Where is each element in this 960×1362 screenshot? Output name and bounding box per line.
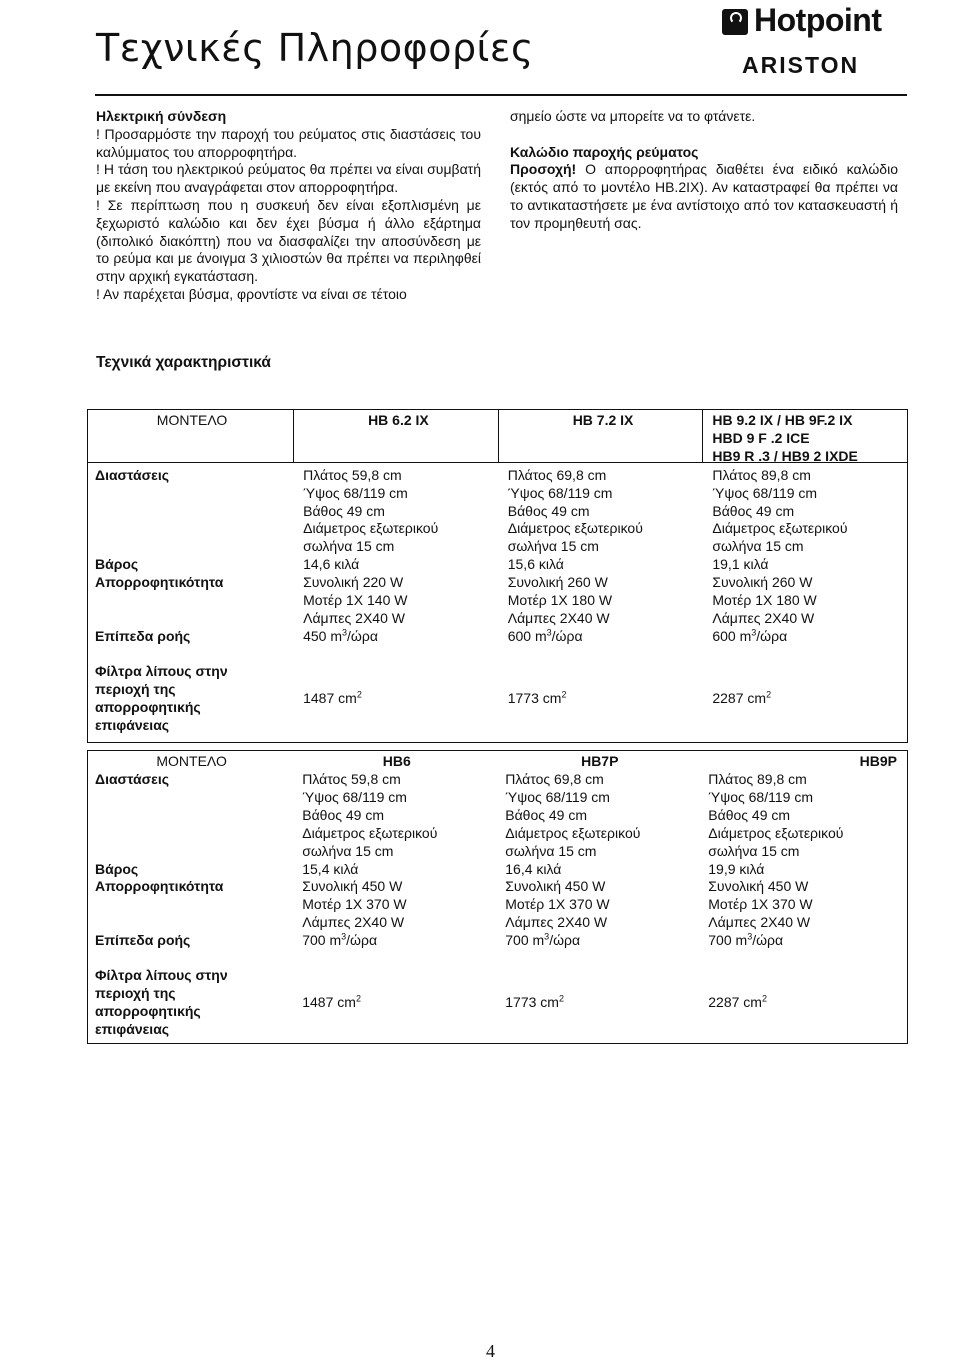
cell-value: 15,6 κιλά xyxy=(507,556,564,573)
table-cell xyxy=(498,628,703,663)
unit-tail: /ώρα xyxy=(347,627,378,644)
model-name: HB 7.2 IX xyxy=(572,412,634,428)
page-number: 4 xyxy=(486,1341,495,1361)
table-cell xyxy=(293,663,498,735)
cell-line: Διάμετρος εξωτερικού xyxy=(303,520,439,537)
table-cell xyxy=(87,556,293,574)
model-name: HB 9.2 IX / HB 9F.2 IX xyxy=(712,412,853,428)
row-label: Διαστάσεις xyxy=(95,466,169,483)
cell-line: Βάθος 49 cm xyxy=(507,502,590,519)
cell-line: Βάθος 49 cm xyxy=(708,806,791,823)
cell-value: 2287 cm xyxy=(708,994,762,1011)
page-title: Τεχνικές Πληροφορίες xyxy=(96,26,534,70)
cell-line: Μοτέρ 1X 370 W xyxy=(302,896,407,913)
cell-line: Ύψος 68/119 cm xyxy=(712,484,818,501)
table-cell xyxy=(293,628,498,663)
cell-value: 19,1 κιλά xyxy=(712,556,769,573)
cell-line: Συνολική 450 W xyxy=(302,878,403,895)
warning-label: Προσοχή! xyxy=(510,161,577,178)
cell-line: Μοτέρ 1X 140 W xyxy=(303,592,408,609)
table-cell xyxy=(293,410,498,466)
table-cell xyxy=(87,771,292,861)
table-cell xyxy=(698,878,907,932)
table-cell xyxy=(495,967,698,1039)
power-cable-heading: Καλώδιο παροχής ρεύματος xyxy=(510,143,699,160)
table-row xyxy=(87,466,907,557)
cell-value: 700 m xyxy=(708,932,748,949)
row-label: Βάρος xyxy=(95,860,139,877)
unit-superscript: 3 xyxy=(751,627,757,638)
model-name: HB7P xyxy=(581,753,619,769)
table-cell xyxy=(702,556,907,574)
unit-superscript: 2 xyxy=(561,689,567,700)
cell-value: 450 m xyxy=(303,627,343,644)
table-cell xyxy=(87,628,293,663)
table-cell xyxy=(292,967,495,1039)
table-cell xyxy=(702,466,907,557)
model-name: HBD 9 F .2 ICE xyxy=(712,429,810,446)
cell-line: Ύψος 68/119 cm xyxy=(303,484,408,501)
cell-value: 600 m xyxy=(507,627,547,644)
table-row xyxy=(87,878,907,932)
table-cell xyxy=(698,932,907,967)
cell-line: σωλήνα 15 cm xyxy=(712,538,804,555)
table-cell xyxy=(87,878,292,932)
table-cell xyxy=(698,967,907,1039)
table-cell xyxy=(293,556,498,574)
cell-value: 1773 cm xyxy=(505,994,559,1011)
header-rule xyxy=(95,94,907,96)
hotpoint-mark-icon xyxy=(722,9,748,35)
power-cable-section xyxy=(510,108,898,233)
table-cell xyxy=(87,410,293,466)
unit-superscript: 2 xyxy=(558,993,564,1004)
brand-logo xyxy=(722,2,890,80)
cell-line: Διάμετρος εξωτερικού xyxy=(302,824,438,841)
row-label: Επίπεδα ροής xyxy=(95,932,191,949)
table-cell xyxy=(292,861,495,879)
table-row xyxy=(87,753,907,771)
table-cell xyxy=(87,466,293,557)
table-cell xyxy=(698,753,907,771)
table-cell xyxy=(87,753,292,771)
row-label: Φίλτρα λίπους στην xyxy=(95,967,228,984)
cell-line: σωλήνα 15 cm xyxy=(303,538,395,555)
cell-value: 700 m xyxy=(505,932,545,949)
cell-line: Συνολική 260 W xyxy=(507,574,608,591)
table-cell xyxy=(293,466,498,557)
cell-line: Διάμετρος εξωτερικού xyxy=(712,520,848,537)
cell-line: Λάμπες 2X40 W xyxy=(505,914,608,931)
table-cell xyxy=(498,663,703,735)
unit-tail: /ώρα xyxy=(551,627,583,644)
cell-value: 15,4 κιλά xyxy=(302,860,359,877)
model-name: HB9P xyxy=(859,753,897,769)
cell-line: Βάθος 49 cm xyxy=(303,502,385,519)
table-cell xyxy=(498,466,703,557)
paragraph: ! Προσαρμόστε την παροχή του ρεύματος στις διαστάσεις του καλύμματος του απορροφητήρα. xyxy=(96,125,481,160)
cell-value: 16,4 κιλά xyxy=(505,860,562,877)
cell-line: Πλάτος 89,8 cm xyxy=(712,466,811,483)
row-label: Διαστάσεις xyxy=(95,771,169,787)
row-label: περιοχή της xyxy=(95,680,176,697)
cell-value: 1487 cm xyxy=(303,689,357,706)
row-label: επιφάνειας xyxy=(95,716,170,733)
table-cell xyxy=(702,574,907,628)
warning-text: Ο απορροφητήρας διαθέτει ένα ειδικό καλώδιο (εκτός από το μοντέλο HB.2IX). Αν καταστραφεί θα πρέπει να το αντικαταστήσετε με ένα αντίστοιχο από τον κατασκευαστή ή τον προμηθευτή σας. xyxy=(510,161,898,231)
cell-value: 1487 cm xyxy=(302,994,356,1011)
unit-superscript: 3 xyxy=(341,931,347,942)
cell-value: 19,9 κιλά xyxy=(708,860,765,877)
table-cell xyxy=(495,753,698,771)
cell-line: Λάμπες 2X40 W xyxy=(507,609,610,626)
table-row xyxy=(87,556,907,574)
cell-line: Λάμπες 2X40 W xyxy=(712,609,815,626)
cell-line: Πλάτος 59,8 cm xyxy=(303,466,402,483)
cell-value: 2287 cm xyxy=(712,689,767,706)
table-cell xyxy=(498,556,703,574)
warning-paragraph xyxy=(510,161,898,232)
cell-line: Μοτέρ 1X 180 W xyxy=(712,592,817,609)
specs-section-title: Τεχνικά χαρακτηριστικά xyxy=(96,354,271,371)
electrical-connection-section xyxy=(96,108,481,304)
unit-superscript: 2 xyxy=(356,689,362,700)
table-cell xyxy=(292,771,495,861)
cell-line: Βάθος 49 cm xyxy=(302,806,384,823)
cell-line: Πλάτος 69,8 cm xyxy=(507,466,607,483)
model-name: HB9 R .3 / HB9 2 IXDE xyxy=(712,447,858,464)
cell-line: Μοτέρ 1X 180 W xyxy=(507,592,613,609)
cell-line: Συνολική 450 W xyxy=(505,878,606,895)
cell-line: Ύψος 68/119 cm xyxy=(708,788,813,805)
table-row xyxy=(87,663,907,735)
paragraph: ! Αν παρέχεται βύσμα, φροντίστε να είναι σε τέτοιο xyxy=(96,285,407,302)
cell-line: σωλήνα 15 cm xyxy=(507,538,599,555)
cell-line: Διάμετρος εξωτερικού xyxy=(505,824,641,841)
cell-line: Λάμπες 2X40 W xyxy=(303,609,405,626)
electrical-connection-heading: Ηλεκτρική σύνδεση xyxy=(96,108,227,124)
cell-line: σωλήνα 15 cm xyxy=(505,842,597,859)
spec-table-2 xyxy=(87,753,907,1039)
paragraph: σημείο ώστε να μπορείτε να το φτάνετε. xyxy=(510,108,756,124)
table-cell xyxy=(495,878,698,932)
cell-line: Βάθος 49 cm xyxy=(505,806,588,823)
table-cell xyxy=(87,967,292,1039)
cell-line: Ύψος 68/119 cm xyxy=(507,484,613,501)
cell-line: Ύψος 68/119 cm xyxy=(302,788,407,805)
model-name: HB6 xyxy=(382,753,411,769)
table-cell xyxy=(293,574,498,628)
table-cell xyxy=(292,932,495,967)
unit-superscript: 3 xyxy=(544,931,550,942)
spec-table-1 xyxy=(87,410,907,735)
row-label: Απορροφητικότητα xyxy=(95,574,224,591)
table-row xyxy=(87,967,907,1039)
cell-value: 700 m xyxy=(302,932,342,949)
table-cell xyxy=(87,861,292,879)
unit-superscript: 2 xyxy=(761,993,767,1004)
cell-value: 1773 cm xyxy=(507,689,562,706)
model-label: ΜΟΝΤΕΛΟ xyxy=(156,753,227,769)
unit-tail: /ώρα xyxy=(756,627,788,644)
cell-line: Συνολική 260 W xyxy=(712,574,813,591)
row-label: απορροφητικής xyxy=(95,1002,201,1019)
cell-value: 600 m xyxy=(712,627,752,644)
unit-superscript: 3 xyxy=(342,627,348,638)
table-row xyxy=(87,410,907,466)
cell-line: Διάμετρος εξωτερικού xyxy=(507,520,643,537)
cell-line: σωλήνα 15 cm xyxy=(708,842,800,859)
row-label: περιοχή της xyxy=(95,985,176,1002)
brand-name-top: Hotpoint xyxy=(754,2,882,38)
unit-tail: /ώρα xyxy=(346,932,378,949)
cell-line: Λάμπες 2X40 W xyxy=(302,914,405,931)
cell-line: Συνολική 450 W xyxy=(708,878,809,895)
table-cell xyxy=(495,771,698,861)
table-row xyxy=(87,932,907,967)
paragraph: ! Σε περίπτωση που η συσκευή δεν είναι εξοπλισμένη με ξεχωριστό καλώδιο και δεν έχει βύσμα ή άλλο εξάρτημα (διπολικό διακόπτη) που να διασφαλίζει την αποσύνδεση με το ρεύμα και με άνοιγμα 3 χιλιοστών θα πρέπει να περιληφθεί στην αρχική εγκατάσταση. xyxy=(96,196,481,285)
unit-superscript: 2 xyxy=(766,689,772,700)
brand-name-bottom: ARISTON xyxy=(742,52,860,78)
row-label: Απορροφητικότητα xyxy=(95,878,224,895)
table-cell xyxy=(87,574,293,628)
cell-line: Διάμετρος εξωτερικού xyxy=(708,824,844,841)
table-cell xyxy=(698,861,907,879)
unit-superscript: 3 xyxy=(546,627,552,638)
cell-line: Βάθος 49 cm xyxy=(712,502,795,519)
cell-line: Ύψος 68/119 cm xyxy=(505,788,610,805)
table-cell xyxy=(87,663,293,735)
table-cell xyxy=(292,753,495,771)
table-cell xyxy=(292,878,495,932)
cell-value: 14,6 κιλά xyxy=(303,556,360,573)
cell-line: Πλάτος 89,8 cm xyxy=(708,771,807,787)
table-cell xyxy=(495,861,698,879)
row-label: Επίπεδα ροής xyxy=(95,627,191,644)
model-label: ΜΟΝΤΕΛΟ xyxy=(156,412,228,428)
table-cell xyxy=(702,628,907,663)
unit-superscript: 2 xyxy=(355,993,361,1004)
row-label: απορροφητικής xyxy=(95,698,201,715)
cell-line: Μοτέρ 1X 370 W xyxy=(708,896,813,913)
row-label: Βάρος xyxy=(95,556,139,573)
cell-line: Μοτέρ 1X 370 W xyxy=(505,896,610,913)
row-label: επιφάνειας xyxy=(95,1020,170,1037)
cell-line: Πλάτος 69,8 cm xyxy=(505,771,604,787)
cell-line: Λάμπες 2X40 W xyxy=(708,914,811,931)
paragraph: ! Η τάση του ηλεκτρικού ρεύματος θα πρέπει να είναι συμβατή με εκείνη που αναγράφεται στον απορροφητήρα. xyxy=(96,161,481,196)
table-cell xyxy=(87,932,292,967)
table-cell xyxy=(698,771,907,861)
model-name: HB 6.2 IX xyxy=(368,412,429,428)
table-row xyxy=(87,861,907,879)
unit-superscript: 3 xyxy=(747,931,753,942)
table-cell xyxy=(498,574,703,628)
cell-line: σωλήνα 15 cm xyxy=(302,842,394,859)
row-label: Φίλτρα λίπους στην xyxy=(95,662,228,679)
unit-tail: /ώρα xyxy=(752,932,784,949)
table-cell xyxy=(702,410,907,466)
table-cell xyxy=(702,663,907,735)
table-row xyxy=(87,574,907,628)
table-cell xyxy=(498,410,703,466)
table-row xyxy=(87,628,907,663)
unit-tail: /ώρα xyxy=(549,932,581,949)
table-row xyxy=(87,771,907,861)
cell-line: Συνολική 220 W xyxy=(303,574,404,591)
table-cell xyxy=(495,932,698,967)
cell-line: Πλάτος 59,8 cm xyxy=(302,771,401,787)
